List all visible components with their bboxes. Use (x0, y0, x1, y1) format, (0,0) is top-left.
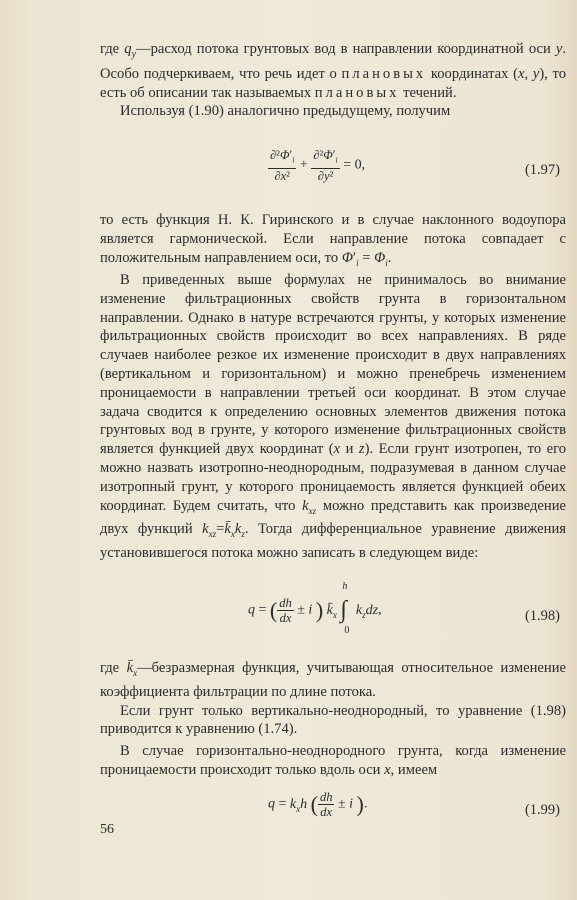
equation-1-99-formula: $q = k_xh$ ( $\frac{dh}{dx}$ ± i ). (268, 790, 368, 819)
paragraph-6-text: Если грунт только вертикально-неоднородный, то уравнение (1.98) приводится к уравнению (1.74). (100, 702, 566, 738)
paragraph-4-text: В приведенных выше формулах не принималось во внимание изменение фильтрационных свойств грунта в горизонтальном направлении. Однако в натуре встречаются грунты, у которых изменение фильтрационных свойств происходит во всех направлениях. В ряде случаев наиболее резкое их изменение происходит в двух направлениях (вертикальном и горизонтальном) и можно пренебречь изменением проницаемости в направлении третьей оси координат. В этом случае задача сводится к определению основных элементов движения потока грунтовых вод в грунте, у которого изменение фильтрационных свойств является функцией двух координат (x и z). Если грунт изотропен, то его можно назвать изотропно-неоднородным, подразумевая в данном случае изотропный грунт, у которого проницаемость является функцией обеих координат. Будем считать, что $k_{xz}$ можно представить как произведение двух функций $k_{xz}=k̄_xk_z$. Тогда дифференциальное уравнение движения установившегося потока можно записать в следующем виде: (100, 272, 566, 561)
paragraph-5-text: где $k̄_x—безразмерная$ функция, учитывающая относительное изменение коэффициента фильтрации по длине потока. (100, 660, 567, 700)
equation-1-97-number: (1.97) (524, 162, 560, 178)
page-number: 56 (100, 822, 114, 837)
equation-1-98-formula: q = ( $\frac{dh}{dx}$ ± i ) $k̄_x$ ∫ h 0 $k_zdz$, (248, 581, 382, 636)
paragraph-dimensionless (100, 659, 566, 780)
paragraph-3-text: то есть функция Н. К. Гиринского и в случае наклонного водоупора является гармонической. Если направление потока совпадает с положительным направлением оси, то $\Phi'_i = \Phi_i$. (100, 212, 566, 268)
paragraph-2-text: Используя (1.90) аналогично предыдущему, получим (120, 103, 451, 120)
equation-1-98-number: (1.98) (524, 608, 560, 624)
equation-1-99-number: (1.99) (524, 802, 560, 818)
paragraph-1-text: где $q_y—расход$ потока грунтовых вод в направлении координатной оси y. Особо подчеркиваем, что речь идет о плановых координатах (x, y), то есть об описании так называемых плановых течений. (100, 41, 567, 101)
equation-1-97-formula: $\frac{\partial^2\Phi'_i}{\text{∂x²}}$ + $\frac{\partial^2\Phi'_i}{\text{∂y²}}$ = 0, (270, 148, 366, 183)
paragraph-harmonic (100, 211, 566, 272)
equation-1-98 (100, 581, 566, 636)
equation-1-97 (100, 148, 566, 188)
paragraph-7-text: В случае горизонтально-неоднородного грунта, когда изменение проницаемости происходит только вдоль оси x, имеем (100, 743, 566, 778)
equation-1-99 (100, 790, 566, 830)
paragraph-intro (100, 40, 566, 121)
paragraph-nonuniform (100, 271, 566, 563)
